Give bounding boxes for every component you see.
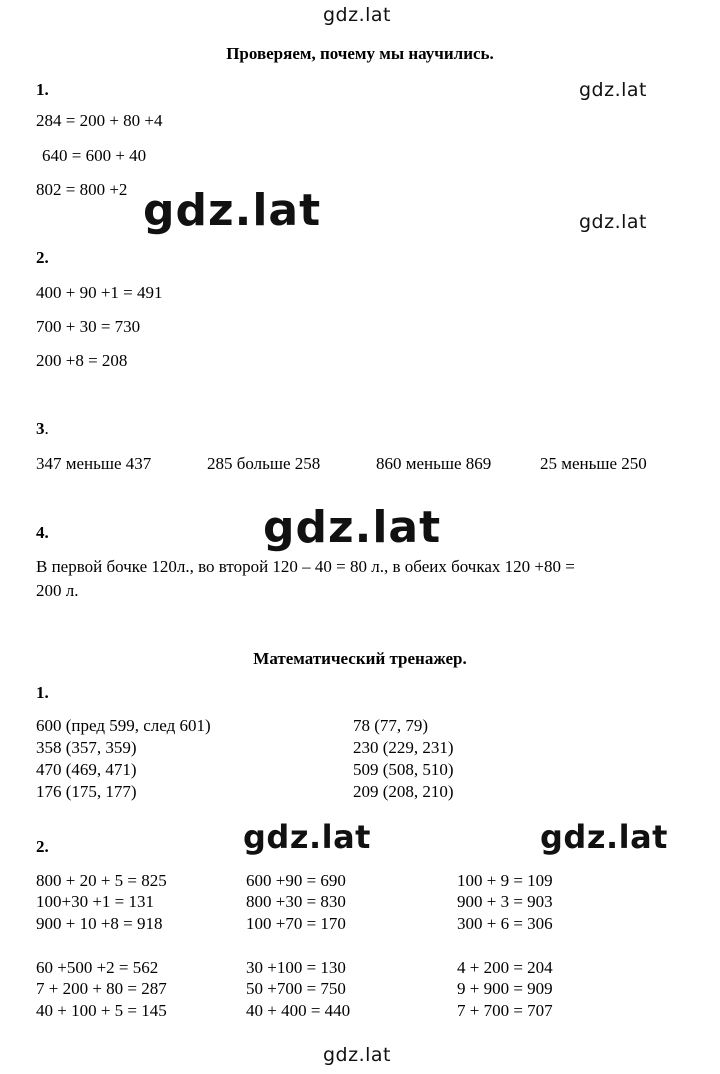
equation-line: 900 + 10 +8 = 918 bbox=[36, 914, 163, 933]
equation-line: 640 = 600 + 40 bbox=[42, 146, 147, 165]
equation-line: 800 +30 = 830 bbox=[246, 892, 346, 911]
equation-line: 7 + 700 = 707 bbox=[457, 1001, 553, 1020]
answer-text: 200 л. bbox=[36, 581, 79, 600]
equation-line: 284 = 200 + 80 +4 bbox=[36, 111, 163, 130]
equation-line: 300 + 6 = 306 bbox=[457, 914, 553, 933]
task-number: 1. bbox=[36, 683, 49, 702]
number-neighbors: 358 (357, 359) bbox=[36, 738, 137, 757]
number-neighbors: 78 (77, 79) bbox=[353, 716, 429, 735]
equation-line: 100 +70 = 170 bbox=[246, 914, 346, 933]
task-number-digit: 3 bbox=[36, 419, 45, 438]
equation-line: 200 +8 = 208 bbox=[36, 351, 128, 370]
section-title: Математический тренажер. bbox=[253, 649, 467, 668]
equation-line: 800 + 20 + 5 = 825 bbox=[36, 871, 167, 890]
task-number bbox=[36, 419, 49, 439]
number-neighbors: 509 (508, 510) bbox=[353, 760, 454, 779]
equation-line: 60 +500 +2 = 562 bbox=[36, 958, 159, 977]
equation-line: 4 + 200 = 204 bbox=[457, 958, 553, 977]
number-neighbors: 209 (208, 210) bbox=[353, 782, 454, 801]
task-number-dot: . bbox=[44, 419, 49, 438]
number-neighbors: 600 (пред 599, след 601) bbox=[36, 716, 211, 735]
task-number: 2. bbox=[36, 248, 49, 267]
equation-line: 700 + 30 = 730 bbox=[36, 317, 141, 336]
task-number: 4. bbox=[36, 523, 49, 542]
watermark-mid-left: gdz.lat bbox=[243, 818, 371, 856]
number-neighbors: 176 (175, 177) bbox=[36, 782, 137, 801]
comparison-item: 25 меньше 250 bbox=[540, 454, 647, 473]
equation-line: 100+30 +1 = 131 bbox=[36, 892, 155, 911]
equation-line: 900 + 3 = 903 bbox=[457, 892, 553, 911]
number-neighbors: 230 (229, 231) bbox=[353, 738, 454, 757]
equation-line: 100 + 9 = 109 bbox=[457, 871, 553, 890]
task-number: 1. bbox=[36, 80, 49, 99]
equation-line: 9 + 900 = 909 bbox=[457, 979, 553, 998]
task-number: 2. bbox=[36, 837, 49, 856]
number-neighbors: 470 (469, 471) bbox=[36, 760, 137, 779]
watermark-large-1: gdz.lat bbox=[143, 185, 322, 236]
comparison-item: 347 меньше 437 bbox=[36, 454, 152, 473]
equation-line: 600 +90 = 690 bbox=[246, 871, 346, 890]
equation-line: 400 + 90 +1 = 491 bbox=[36, 283, 163, 302]
watermark-right-1: gdz.lat bbox=[579, 79, 648, 101]
equation-line: 7 + 200 + 80 = 287 bbox=[36, 979, 167, 998]
equation-line: 50 +700 = 750 bbox=[246, 979, 346, 998]
watermark-large-2: gdz.lat bbox=[263, 502, 442, 553]
answer-text: В первой бочке 120л., во второй 120 – 40 = 80 л., в обеих бочках 120 +80 = bbox=[36, 557, 575, 576]
comparison-item: 860 меньше 869 bbox=[376, 454, 492, 473]
watermark-right-2: gdz.lat bbox=[579, 211, 648, 233]
equation-line: 802 = 800 +2 bbox=[36, 180, 128, 199]
comparison-item: 285 больше 258 bbox=[207, 454, 321, 473]
watermark-top: gdz.lat bbox=[323, 4, 392, 26]
watermark-bottom: gdz.lat bbox=[323, 1044, 392, 1066]
equation-line: 30 +100 = 130 bbox=[246, 958, 346, 977]
equation-line: 40 + 400 = 440 bbox=[246, 1001, 351, 1020]
watermark-mid-right: gdz.lat bbox=[540, 818, 668, 856]
section-title: Проверяем, почему мы научились. bbox=[226, 44, 494, 63]
equation-line: 40 + 100 + 5 = 145 bbox=[36, 1001, 167, 1020]
